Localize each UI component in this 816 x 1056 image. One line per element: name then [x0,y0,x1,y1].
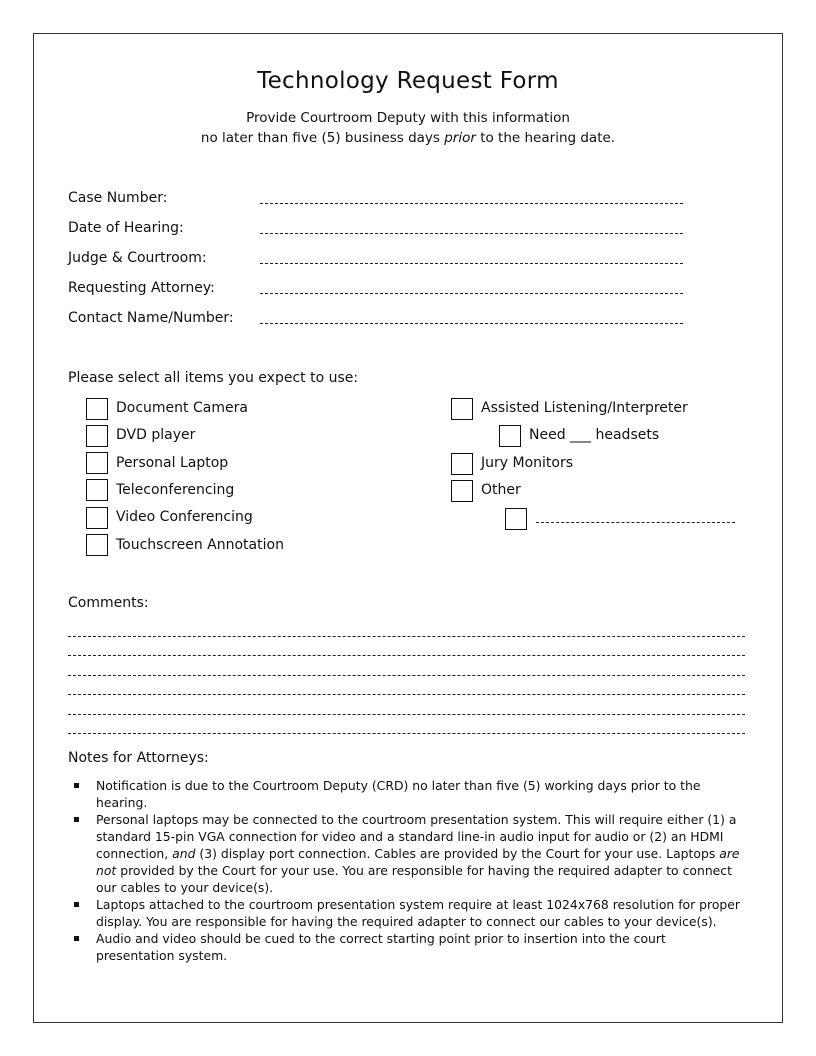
dvd-player-checkbox[interactable] [86,425,108,447]
subtitle-emphasis: prior [444,130,476,146]
note-emphasis: are not [96,846,740,878]
note-emphasis: and [172,846,196,861]
note-item [96,811,746,896]
subtitle-text-b: to the hearing date. [475,130,616,146]
other-specify-field[interactable] [536,522,735,523]
subtitle-line-2 [0,130,816,146]
note-text: provided by the Court for your use. You are responsible for having the required adapter to connect our cables to your device(s). [96,863,732,895]
comment-line[interactable] [68,714,745,715]
subtitle-line-1: Provide Courtroom Deputy with this information [246,110,570,126]
case-number-label: Case Number: [68,190,168,206]
notes-list [96,777,746,964]
dvd-player-label: DVD player [116,427,196,443]
other-label: Other [481,482,521,498]
note-text: Personal laptops may be connected to the courtroom presentation system. This will require either (1) a standard 15-pin VGA connection for video and a standard line-in audio input for audio or (2) an HDMI connection, [96,812,737,861]
comment-line[interactable] [68,636,745,637]
jury-monitors-checkbox[interactable] [451,453,473,475]
case-number-field[interactable] [260,203,683,204]
touchscreen-annotation-label: Touchscreen Annotation [116,537,284,553]
comment-line[interactable] [68,694,745,695]
document-camera-checkbox[interactable] [86,398,108,420]
note-text: (3) display port connection. Cables are provided by the Court for your use. Laptops [195,846,720,861]
personal-laptop-label: Personal Laptop [116,455,229,471]
teleconferencing-label: Teleconferencing [116,482,235,498]
comment-line[interactable] [68,675,745,676]
headsets-label: Need ___ headsets [529,427,660,443]
notes-label: Notes for Attorneys: [68,750,209,766]
comment-line[interactable] [68,655,745,656]
judge-courtroom-field[interactable] [260,263,683,264]
date-of-hearing-label: Date of Hearing: [68,220,184,236]
note-item: Laptops attached to the courtroom presentation system require at least 1024x768 resolution for proper display. You are responsible for having the required adapter to connect our cables to your device(s). [96,896,746,930]
video-conferencing-checkbox[interactable] [86,507,108,529]
judge-courtroom-label: Judge & Courtroom: [68,250,207,266]
headsets-checkbox[interactable] [499,425,521,447]
date-of-hearing-field[interactable] [260,233,683,234]
contact-label: Contact Name/Number: [68,310,234,326]
requesting-attorney-label: Requesting Attorney: [68,280,215,296]
jury-monitors-label: Jury Monitors [481,455,574,471]
assisted-listening-label: Assisted Listening/Interpreter [481,400,688,416]
note-item: Audio and video should be cued to the correct starting point prior to insertion into the court presentation system. [96,930,746,964]
contact-field[interactable] [260,323,683,324]
subtitle-text-a: no later than five (5) business days [200,130,445,146]
other-specify-checkbox[interactable] [505,508,527,530]
note-item: Notification is due to the Courtroom Deputy (CRD) no later than five (5) working days prior to the hearing. [96,777,746,811]
document-camera-label: Document Camera [116,400,248,416]
select-prompt: Please select all items you expect to use: [68,370,359,386]
comment-line[interactable] [68,733,745,734]
page-title: Technology Request Form [257,68,559,94]
requesting-attorney-field[interactable] [260,293,683,294]
personal-laptop-checkbox[interactable] [86,452,108,474]
assisted-listening-checkbox[interactable] [451,398,473,420]
other-checkbox[interactable] [451,480,473,502]
comments-label: Comments: [68,595,149,611]
touchscreen-annotation-checkbox[interactable] [86,534,108,556]
teleconferencing-checkbox[interactable] [86,479,108,501]
video-conferencing-label: Video Conferencing [116,509,253,525]
